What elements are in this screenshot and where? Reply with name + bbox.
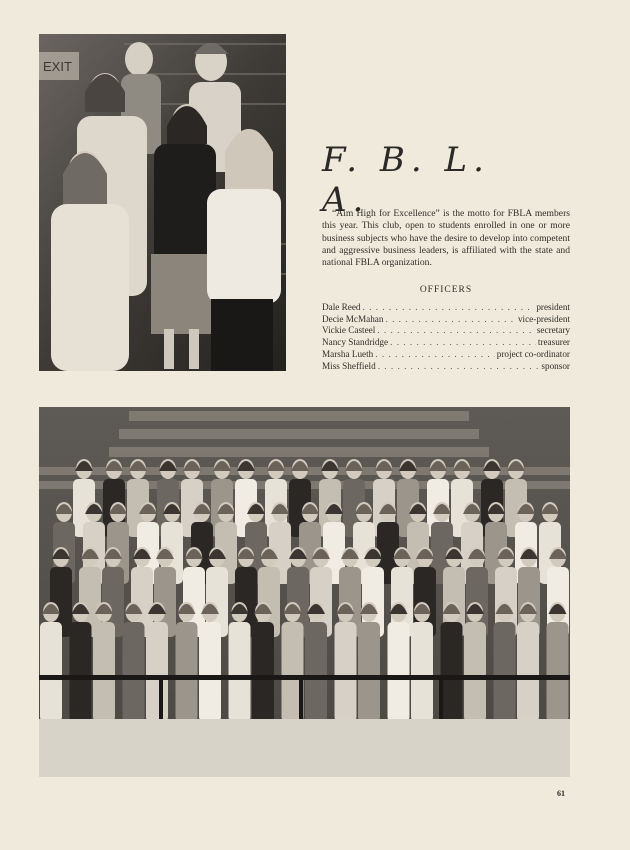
person-body — [305, 622, 327, 722]
leader-dots — [377, 325, 535, 337]
officer-row — [322, 361, 570, 373]
officer-name: Marsha Lueth — [322, 348, 374, 359]
leader-dots — [378, 361, 540, 373]
officer-role: sponsor — [541, 360, 570, 371]
person-body — [358, 622, 380, 722]
officer-row — [322, 337, 570, 349]
person-body — [411, 622, 433, 722]
group-photo-image — [39, 407, 570, 777]
person-body — [40, 622, 62, 722]
person-body — [464, 622, 486, 722]
officer-name: Decie McMahan — [322, 313, 384, 324]
person-body — [252, 622, 274, 722]
officer-row — [322, 349, 570, 361]
officer-name: Vickie Casteel — [322, 325, 376, 336]
officer-role: secretary — [536, 325, 570, 336]
leader-dots — [375, 349, 495, 361]
officer-list — [322, 302, 570, 372]
person-body — [335, 622, 357, 722]
officer-name: Nancy Standridge — [322, 337, 389, 348]
person-body — [93, 622, 115, 722]
officer-row — [322, 325, 570, 337]
officers-photo-image — [39, 34, 286, 371]
page-number: 61 — [557, 789, 565, 798]
person-body — [146, 622, 168, 722]
officer-role: project co-ordinator — [496, 348, 570, 359]
officer-name: Miss Sheffield — [322, 360, 376, 371]
person-body — [388, 622, 410, 722]
person-body — [494, 622, 516, 722]
officer-role: vice-president — [517, 313, 570, 324]
person-body — [123, 622, 145, 722]
person-body — [229, 622, 251, 722]
club-title: F. B. L. A. — [322, 140, 490, 220]
officer-row — [322, 302, 570, 314]
exit-sign: EXIT — [43, 59, 72, 74]
leader-dots — [390, 337, 536, 349]
group-photo — [39, 407, 570, 777]
person-body — [517, 622, 539, 722]
leader-dots — [363, 302, 535, 314]
officer-role: president — [536, 302, 570, 312]
officers-photo — [39, 34, 286, 371]
leader-dots — [385, 314, 515, 326]
officers-heading: OFFICERS — [419, 285, 473, 295]
person-body — [70, 622, 92, 722]
officer-role: treasurer — [537, 337, 570, 348]
person-body — [176, 622, 198, 722]
person-body — [547, 622, 569, 722]
officer-name: Dale Reed — [322, 302, 361, 312]
person-body — [441, 622, 463, 722]
person-body — [199, 622, 221, 722]
club-description: “Aim High for Excellence” is the motto for FBLA members this year. This club, open to students enrolled in one or more business subjects who have the desire to develop into competent and aggressive business leaders, is affiliated with the state and national FBLA organization. — [322, 208, 570, 269]
officer-row — [322, 314, 570, 326]
